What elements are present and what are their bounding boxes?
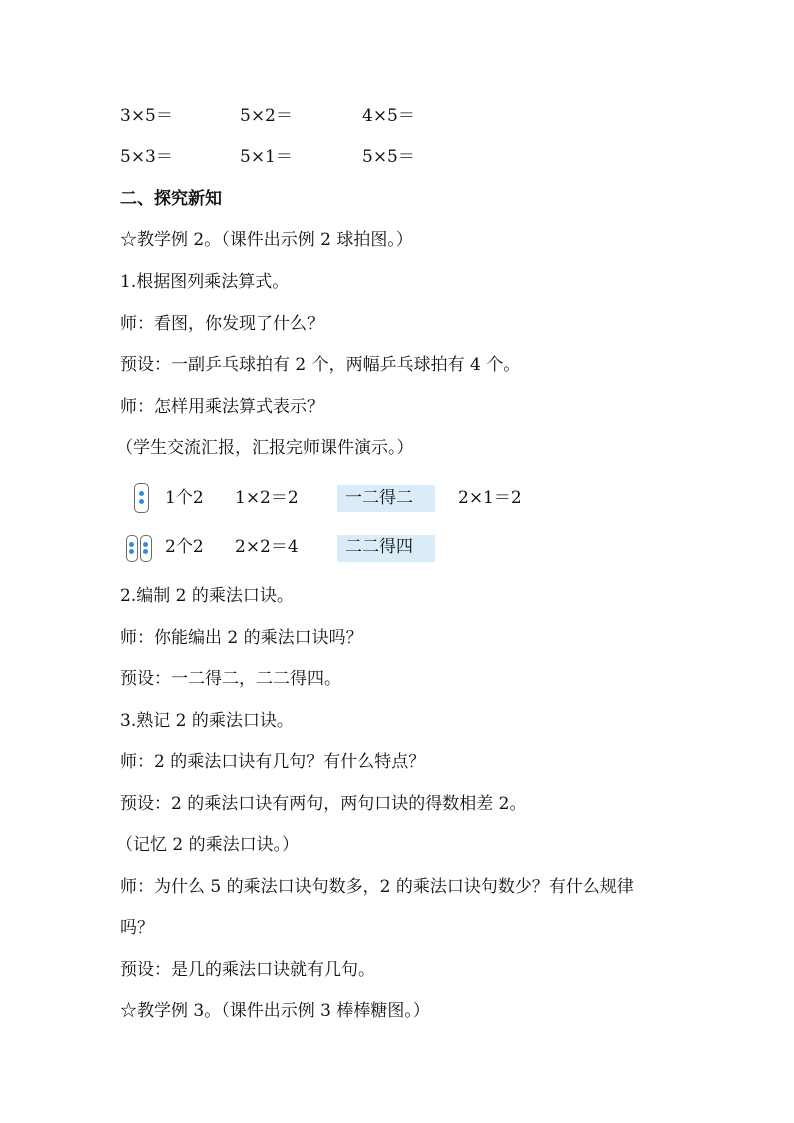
preset-answer-2: 预设：一二得二，二二得四。 [120,669,341,689]
paddle-pair-icon [134,483,149,513]
exercise-5x2: 5×2＝ [240,106,293,126]
figure-row2-rhyme: 二二得四 [345,537,413,557]
note-1: （学生交流汇报，汇报完师课件演示。） [116,438,414,458]
figure-row1-count: 1个2 [165,488,204,508]
section-heading: 二、探究新知 [120,189,222,209]
figure-row1-rhyme: 一二得二 [345,488,413,508]
figure-row2-equation: 2×2＝4 [235,537,299,557]
exercise-5x5: 5×5＝ [362,147,415,167]
exercise-4x5: 4×5＝ [362,106,415,126]
teacher-question-5: 师：为什么 5 的乘法口诀句数多，2 的乘法口诀句数少？有什么规律 [120,877,634,897]
step3-text: 3.熟记 2 的乘法口诀。 [120,711,294,731]
teacher-question-3: 师：你能编出 2 的乘法口诀吗？ [120,628,363,648]
example2-intro: ☆教学例 2。（课件出示例 2 球拍图。） [120,230,413,250]
paddle-icon-left [126,535,138,562]
figure-row2-count: 2个2 [165,537,204,557]
teacher-question-1: 师：看图，你发现了什么？ [120,314,324,334]
exercise-5x1: 5×1＝ [240,147,293,167]
preset-answer-4: 预设：是几的乘法口诀就有几句。 [120,960,375,980]
teacher-question-2: 师：怎样用乘法算式表示？ [120,397,324,417]
step2-text: 2.编制 2 的乘法口诀。 [120,586,294,606]
figure-row1-equation-2: 2×1＝2 [458,488,522,508]
exercise-5x3: 5×3＝ [120,147,173,167]
preset-answer-3: 预设：2 的乘法口诀有两句，两句口诀的得数相差 2。 [120,794,527,814]
preset-answer-1: 预设：一副乒乓球拍有 2 个，两幅乒乓球拍有 4 个。 [120,355,521,375]
teacher-question-5-cont: 吗？ [120,918,154,938]
note-2: （记忆 2 的乘法口诀。） [116,835,300,855]
teacher-question-4: 师：2 的乘法口诀有几句？有什么特点？ [120,752,426,772]
figure-row1-equation: 1×2＝2 [235,488,299,508]
example3-intro: ☆教学例 3。（课件出示例 3 棒棒糖图。） [120,1001,430,1021]
step1-text: 1.根据图列乘法算式。 [120,272,290,292]
paddle-icon-right [140,535,152,562]
exercise-3x5: 3×5＝ [120,106,173,126]
